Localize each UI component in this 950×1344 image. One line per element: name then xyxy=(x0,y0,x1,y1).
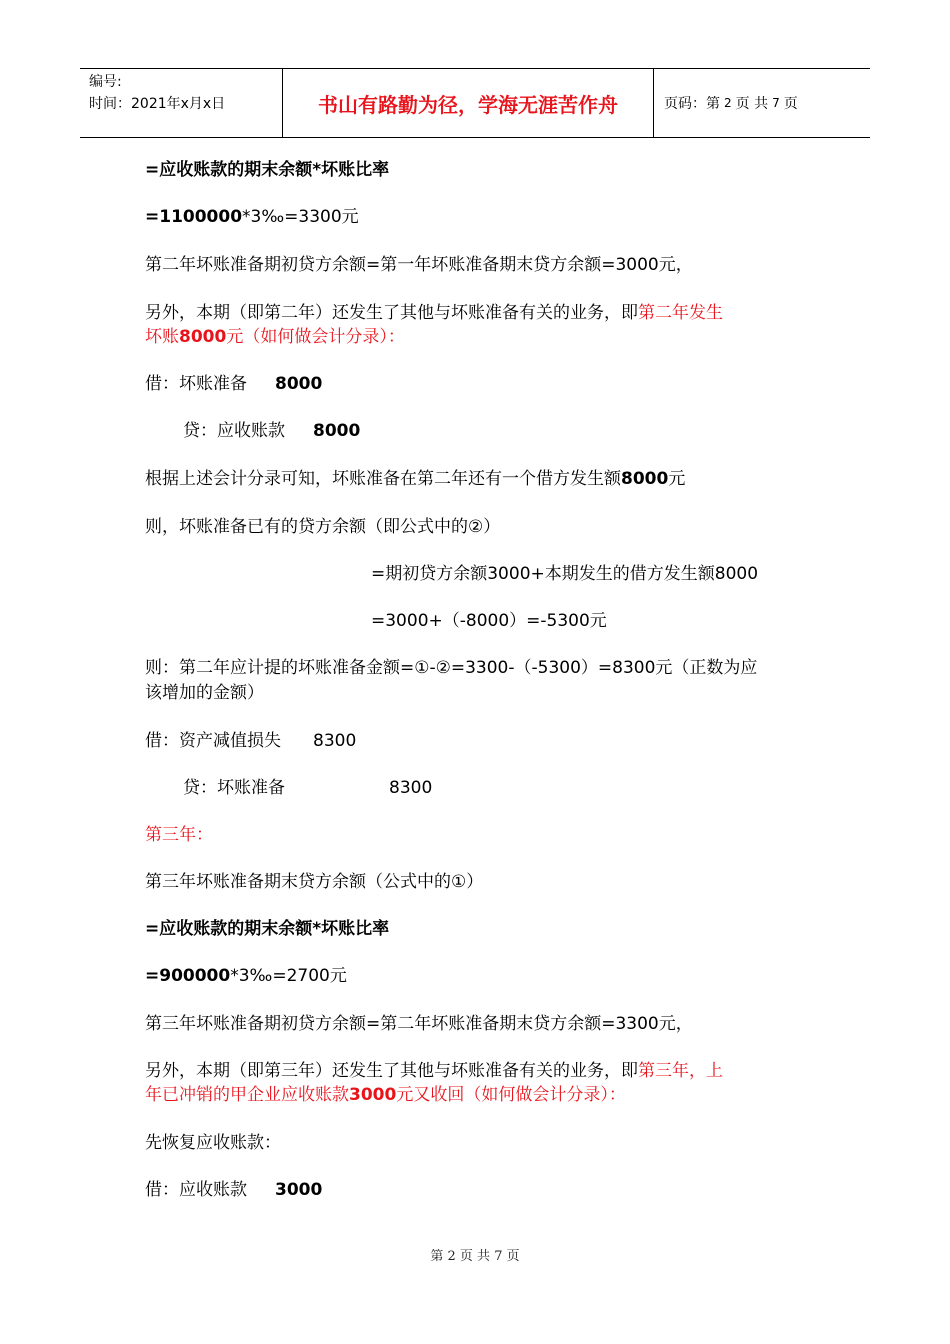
header-motto: 书山有路勤为径，学海无涯苦作舟 xyxy=(282,69,654,137)
page-header xyxy=(80,68,870,138)
debit-account: 借：坏账准备 xyxy=(145,374,247,394)
highlight-amount: 8000 xyxy=(179,327,227,347)
paragraph-line xyxy=(145,467,685,491)
calc-line xyxy=(145,205,359,229)
debit-amount: 8000 xyxy=(275,374,323,394)
debit-amount: 3000 xyxy=(275,1180,323,1200)
highlight-line xyxy=(145,325,405,349)
paragraph-line: 第三年坏账准备期初贷方余额=第二年坏账准备期末贷方余额=3300元， xyxy=(145,1014,693,1034)
text-segment: 年已冲销的甲企业应收账款 xyxy=(145,1085,349,1105)
highlight-text: 第二年发生 xyxy=(638,303,723,323)
debit-account: 借：资产减值损失 xyxy=(145,731,281,751)
page-number: 2 xyxy=(724,96,732,110)
text-segment: 另外，本期（即第二年）还发生了其他与坏账准备有关的业务，即 xyxy=(145,303,638,323)
text-segment: 元（如何做会计分录）： xyxy=(226,327,405,347)
paragraph-line: 该增加的金额） xyxy=(145,683,264,703)
formula-line: =应收账款的期末余额*坏账比率 xyxy=(145,919,390,939)
credit-amount: 8000 xyxy=(313,421,361,441)
formula-line: =期初贷方余额3000+本期发生的借方发生额8000 xyxy=(371,564,759,584)
paragraph-line: 先恢复应收账款： xyxy=(145,1133,281,1153)
calc-amount: =1100000 xyxy=(145,207,243,227)
highlight-line xyxy=(145,1083,626,1107)
page-footer: 第 2 页 共 7 页 xyxy=(430,1249,520,1264)
highlight-text: 第三年，上 xyxy=(638,1061,723,1081)
text-segment: 元 xyxy=(668,469,686,489)
credit-amount: 8300 xyxy=(389,778,433,798)
formula-line: =应收账款的期末余额*坏账比率 xyxy=(145,160,390,180)
journal-debit-line xyxy=(145,372,322,396)
paragraph-line: 第三年坏账准备期末贷方余额（公式中的①） xyxy=(145,872,484,892)
page-total: 7 xyxy=(772,96,780,110)
page-end-label: 页 xyxy=(783,96,798,112)
journal-credit-line xyxy=(183,776,432,800)
header-page-info xyxy=(654,69,870,137)
paragraph-line xyxy=(145,301,723,325)
debit-account: 借：应收账款 xyxy=(145,1180,247,1200)
debit-amount: 8300 xyxy=(313,731,357,751)
amount: 8000 xyxy=(621,469,669,489)
highlight-amount: 3000 xyxy=(349,1085,397,1105)
page-label: 页码：第 xyxy=(664,96,720,112)
formula-line: =3000+（-8000）=-5300元 xyxy=(371,611,607,631)
text-segment: 坏账 xyxy=(145,327,179,347)
calc-amount: =900000 xyxy=(145,966,231,986)
calc-rest: *3‰=2700元 xyxy=(230,966,347,986)
document-time-label: 时间：2021年x月x日 xyxy=(89,96,226,112)
calc-line xyxy=(145,964,347,988)
document-number-label: 编号: xyxy=(89,74,122,90)
text-segment: 元又收回（如何做会计分录）： xyxy=(396,1085,626,1105)
paragraph-line: 则：第二年应计提的坏账准备金额=①-②=3300-（-5300）=8300元（正数为应 xyxy=(145,658,758,678)
header-meta xyxy=(80,69,282,137)
journal-credit-line xyxy=(183,419,360,443)
section-heading: 第三年： xyxy=(145,825,213,845)
text-segment: 根据上述会计分录可知，坏账准备在第二年还有一个借方发生额 xyxy=(145,469,621,489)
paragraph-line xyxy=(145,1059,723,1083)
page-mid-label: 页 共 xyxy=(735,96,769,112)
credit-account: 贷：应收账款 xyxy=(183,421,285,441)
journal-debit-line xyxy=(145,1178,322,1202)
paragraph-line: 第二年坏账准备期初贷方余额=第一年坏账准备期末贷方余额=3000元， xyxy=(145,255,693,275)
paragraph-line: 则，坏账准备已有的贷方余额（即公式中的②） xyxy=(145,517,501,537)
calc-rest: *3‰=3300元 xyxy=(242,207,359,227)
credit-account: 贷：坏账准备 xyxy=(183,778,285,798)
journal-debit-line xyxy=(145,729,356,753)
text-segment: 另外，本期（即第三年）还发生了其他与坏账准备有关的业务，即 xyxy=(145,1061,638,1081)
